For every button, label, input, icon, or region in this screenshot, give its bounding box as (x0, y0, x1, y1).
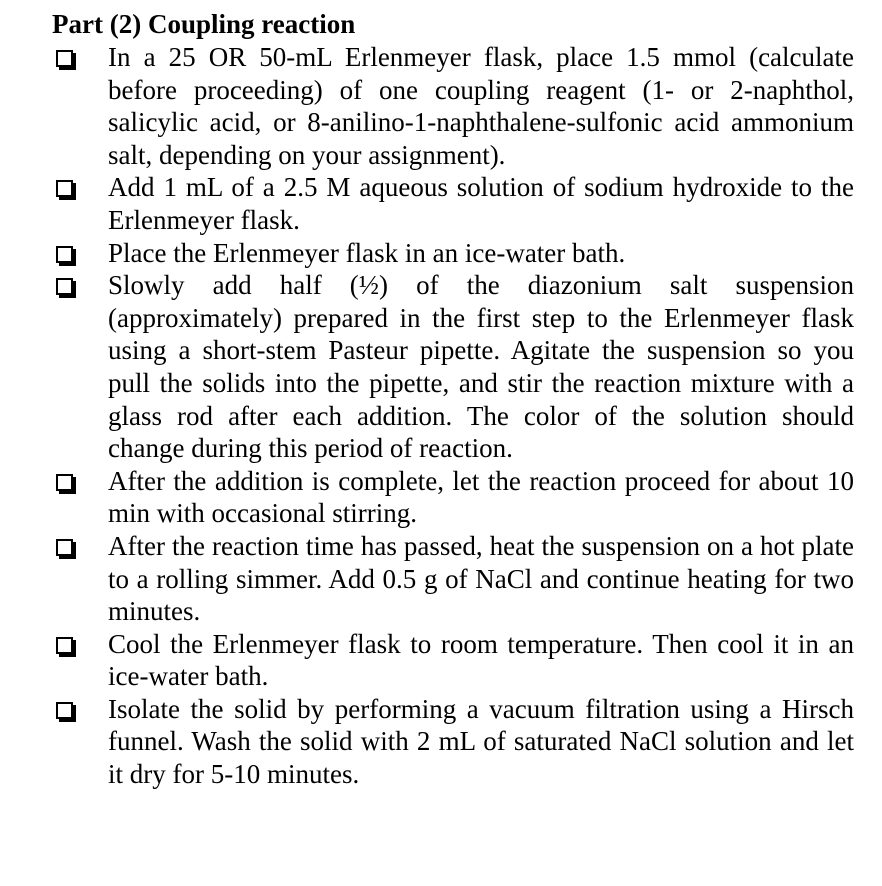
checkbox-icon[interactable] (56, 246, 73, 263)
checkbox-icon[interactable] (56, 702, 73, 719)
step-text: Add 1 mL of a 2.5 M aqueous solution of sodium hydroxide to the Erlenmeyer flask. (108, 172, 854, 235)
step-text: After the addition is complete, let the reaction proceed for about 10 min with occasional stirring. (108, 465, 854, 529)
step-text: Cool the Erlenmeyer flask to room temperature. Then cool it in an ice-water bath. (108, 628, 854, 692)
checklist-item-4 (56, 269, 854, 465)
checklist-item-5 (56, 465, 854, 530)
checkbox-icon[interactable] (56, 637, 73, 654)
checkbox-icon[interactable] (56, 180, 73, 197)
checklist-item-8 (56, 693, 854, 791)
checklist-item-1 (56, 41, 854, 171)
section-heading: Part (2) Coupling reaction (52, 9, 356, 39)
checkbox-icon[interactable] (56, 474, 73, 491)
step-text: Place the Erlenmeyer flask in an ice-water bath. (108, 237, 626, 268)
step-text: Slowly add half (½) of the diazonium salt suspension (approximately) prepared in the first step to the Erlenmeyer flask using a short-stem Pasteur pipette. Agitate the suspension so you pull the solids into the pipette, and stir the reaction mixture with a glass rod after each addition. The color of the solution should change during this period of reaction. (108, 270, 854, 464)
checklist-item-6 (56, 530, 854, 628)
checkbox-icon[interactable] (56, 539, 73, 556)
checklist-item-7 (56, 628, 854, 693)
step-text: In a 25 OR 50-mL Erlenmeyer flask, place 1.5 mmol (calculate before proceeding) of one coupling reagent (1- or 2-naphthol, salicylic acid, or 8-anilino-1-naphthalene-sulfonic acid ammonium salt, depending on your assignment). (108, 42, 854, 170)
step-text: After the reaction time has passed, heat the suspension on a hot plate to a rolling simmer. Add 0.5 g of NaCl and continue heating for two minutes. (108, 530, 854, 627)
checkbox-icon[interactable] (56, 50, 73, 67)
checklist-item-2 (56, 171, 854, 236)
checklist-item-3 (56, 237, 854, 270)
procedure-checklist (56, 41, 854, 791)
checkbox-icon[interactable] (56, 278, 73, 295)
step-text: Isolate the solid by performing a vacuum filtration using a Hirsch funnel. Wash the solid with 2 mL of saturated NaCl solution and let it dry for 5-10 minutes. (108, 693, 854, 790)
